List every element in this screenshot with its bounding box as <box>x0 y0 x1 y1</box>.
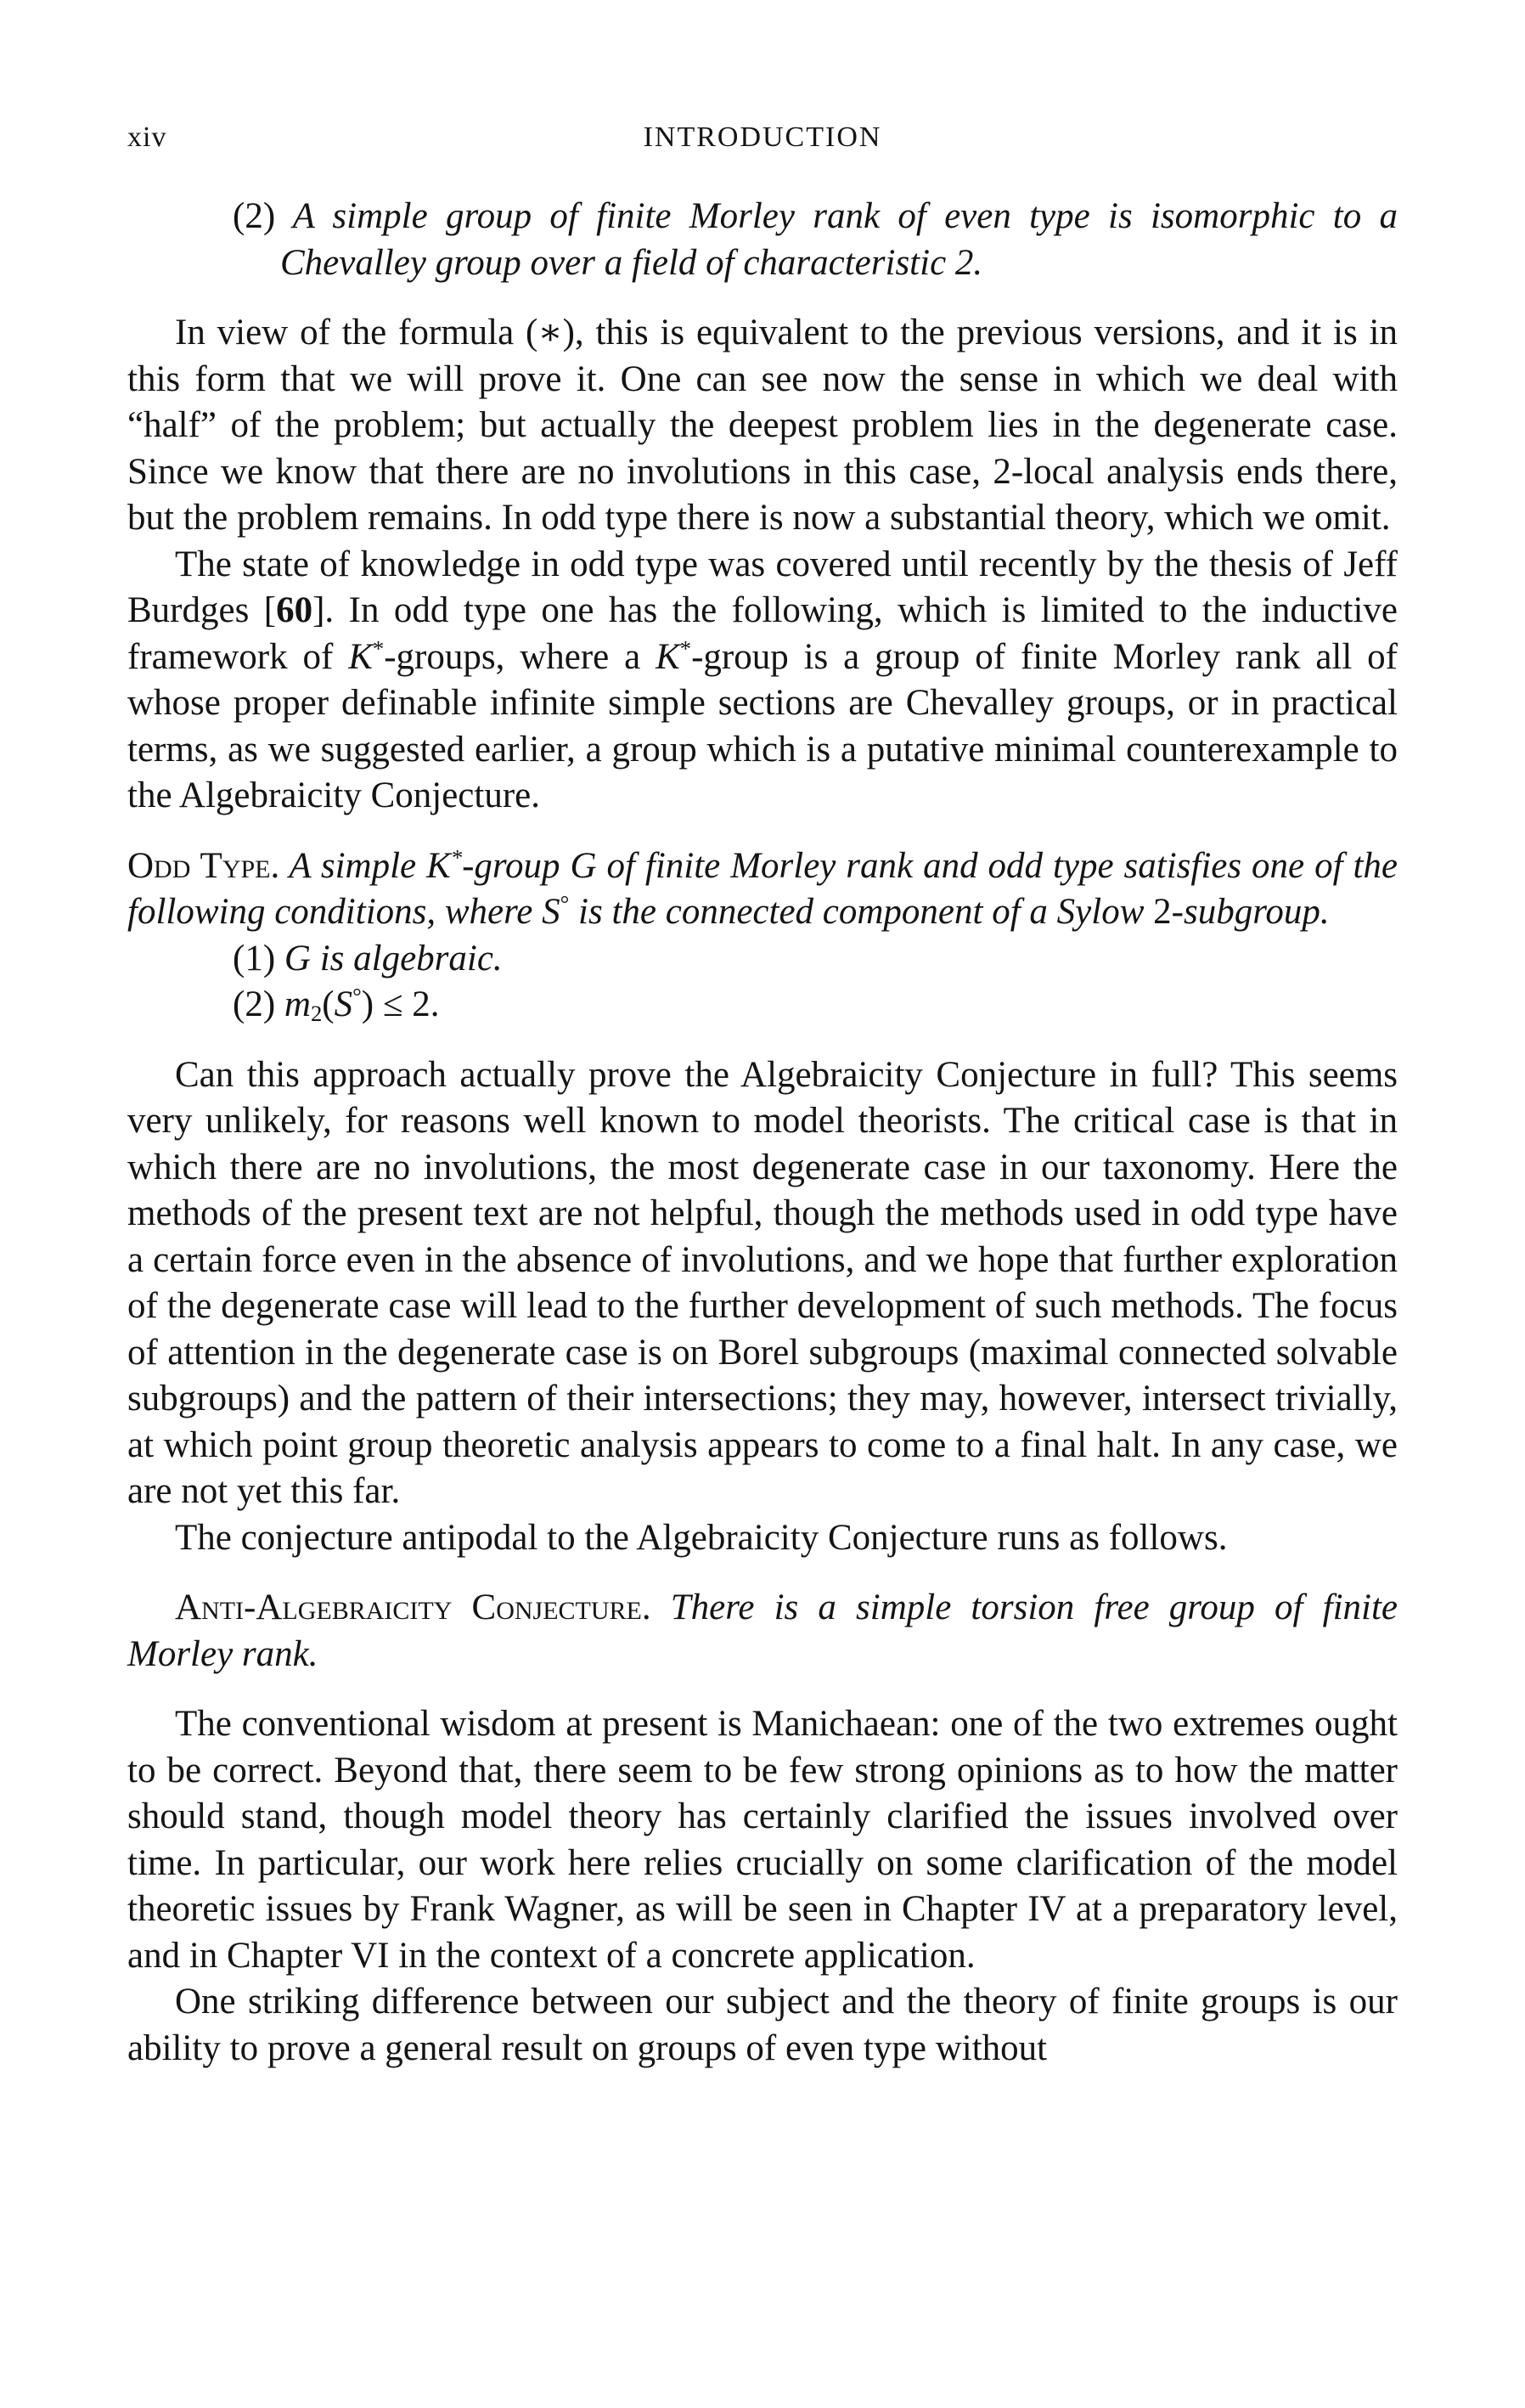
odd-type-theorem: Odd Type. A simple K*-group G of finite Morley rank and odd type satisfies one of the following conditions, where S° is the connected component of a Sylow 2-subgroup. <box>127 843 1398 932</box>
paragraph-conventional-wisdom: The conventional wisdom at present is Manichaean: one of the two extremes ought to be correct. Beyond that, there seem to be few strong opinions as to how the matter should stand, though model theory has certainly clarified the issues involved over time. In particular, our work here relies crucially on some clarification of the model theoretic issues by Frank Wagner, as will be seen in Chapter IV at a preparatory level, and in Chapter VI in the context of a concrete application. <box>127 1704 1398 1976</box>
paragraph-striking-difference: One striking difference between our subject and the theory of finite groups is our ability to prove a general result on groups of even type without <box>127 1982 1398 2068</box>
item-number: (2) <box>233 984 276 1024</box>
anti-algebraicity-conjecture: Anti-Algebraicity Conjecture. There is a simple torsion free group of finite Morley rank. <box>127 1587 1398 1674</box>
item-number: (1) <box>233 938 276 978</box>
item-number: (2) <box>233 196 276 236</box>
paragraph-approach-question: Can this approach actually prove the Algebraicity Conjecture in full? This seems very unlikely, for reasons well known to model theorists. The critical case is that in which there are no involutions, the most degenerate case in our taxonomy. Here the methods of the present text are not helpful, though the methods used in odd type have a certain force even in the absence of involutions, and we hope that further exploration of the degenerate case will lead to the further development of such methods. The focus of attention in the degenerate case is on Borel subgroups (maximal connected solvable subgroups) and the pattern of their intersections; they may, however, intersect trivially, at which point group theoretic analysis appears to come to a final halt. In any case, we are not yet this far. <box>127 1054 1398 1511</box>
page-header <box>127 121 1398 164</box>
paragraph-odd-type-knowledge: The state of knowledge in odd type was covered until recently by the thesis of Jeff Burdges [60]. In odd type one has the following, which is limited to the inductive framework of K*-groups, where a K*-group is a group of finite Morley rank all of whose proper definable infinite simple sections are Chevalley groups, or in practical terms, as we suggested earlier, a group which is a putative minimal counterexample to the Algebraicity Conjecture. <box>127 544 1398 815</box>
condition-item-1: (1) G is algebraic. <box>233 938 503 978</box>
item-text: A simple group of finite Morley rank of even type is isomorphic to a Chevalley group over a field of characteristic 2. <box>280 196 1398 283</box>
paragraph-antipodal-conjecture: The conjecture antipodal to the Algebraicity Conjecture runs as follows. <box>175 1517 1228 1558</box>
running-head: INTRODUCTION <box>643 121 882 153</box>
page-number: xiv <box>127 121 167 153</box>
theorem-label: Odd Type. <box>127 845 280 886</box>
paragraph-formula-equivalence: In view of the formula (∗), this is equivalent to the previous versions, and it is in this form that we will prove it. One can see now the sense in which we deal with “half” of the problem; but actually the deepest problem lies in the degenerate case. Since we know that there are no involutions in this case, 2-local analysis ends there, but the problem remains. In odd type there is now a substantial theory, which we omit. <box>127 313 1398 538</box>
theorem-item-2 <box>127 194 1398 286</box>
conjecture-label: Anti-Algebraicity Conjecture. <box>175 1587 651 1627</box>
citation-ref: 60 <box>276 590 313 630</box>
page-body <box>127 194 1398 2072</box>
asterisk-symbol: ∗ <box>537 313 563 352</box>
condition-item-2: (2) $m_2(S^\circ) \le 2$. <box>233 983 440 1026</box>
